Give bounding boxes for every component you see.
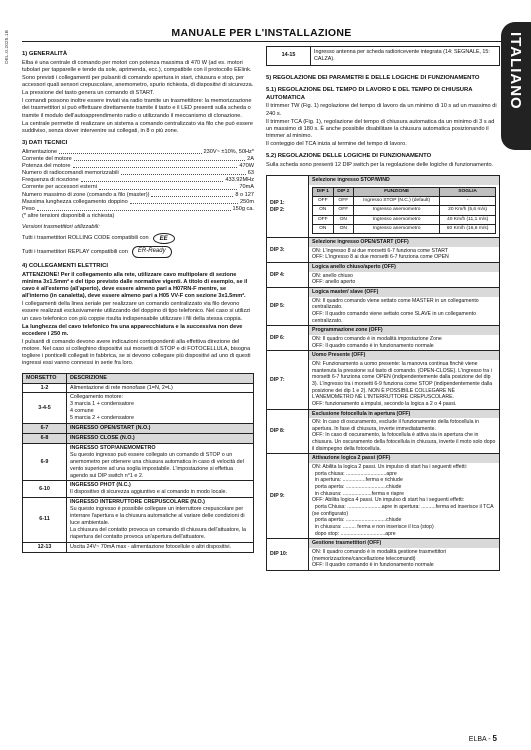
threshold-cell: 60 Km/h (16,6 m/s) xyxy=(440,224,496,233)
dip-description-line: OFF: Abilita logica 4 passi. Un impulso di start ha i seguenti effetti: xyxy=(312,497,465,504)
dip-description-line: OFF: Il quadro comando è in funzionamento normale xyxy=(312,562,434,569)
dip-title: Attivazione logica 2 passi (OFF) xyxy=(309,454,499,463)
section-1-paragraph: La pressione del tasto genera un comando di START. xyxy=(22,90,155,97)
eelink-logo: EE xyxy=(153,233,175,244)
dip-title: Gestione trasmettitori (OFF) xyxy=(309,539,499,548)
spec-label: Corrente del motore xyxy=(22,155,72,162)
dip-title: Logica master/ slave (OFF) xyxy=(309,288,499,297)
dip-content xyxy=(309,409,500,454)
er-ready-logo: ER-Ready xyxy=(132,246,172,258)
leader-dots xyxy=(81,177,224,182)
transmitters-label: Versioni trasmettitori utilizzabili: xyxy=(22,224,100,231)
section-5-1-paragraph: Il trimmer TCA (Fig. 1), regolazione del tempo di chiusura automatica da un minimo di 3 s ad un massimo di 180 s. È anche possibile disabilitare la chiusura automatica posizionando il trimmer al minimo. xyxy=(266,118,495,140)
dip-row xyxy=(267,351,500,409)
section-1-paragraph: Elba è una centrale di comando per motori con potenza massima di 470 W (ad es. motori tubolari per tapparelle e tende da sole, aprimenda, ecc.), compatibile con il protocollo EElink. xyxy=(22,59,252,73)
terminal-table xyxy=(22,373,254,553)
terminal-number: 6-11 xyxy=(23,498,67,542)
spec-label: Potenza del motore xyxy=(22,162,71,169)
terminal-description xyxy=(67,383,254,393)
dip-description-line: porta aperta: ............................chiude xyxy=(312,484,402,491)
technical-data-list xyxy=(22,149,254,213)
leader-dots xyxy=(73,163,238,168)
transmitter-line-replay xyxy=(22,246,254,258)
leader-dots xyxy=(130,199,238,204)
dip-label: DIP 9: xyxy=(267,454,309,539)
threshold-row xyxy=(313,215,496,224)
terminal-description-line: Collegamento motore: xyxy=(70,394,124,401)
section-3-title: 3) DATI TECNICI xyxy=(22,140,68,147)
dip-content xyxy=(309,351,500,409)
dip2-state: OFF xyxy=(333,197,354,206)
dip-label: DIP 4: xyxy=(267,263,309,288)
dip-description-line: OFF: anello aperto xyxy=(312,279,356,286)
terminal-number: 1-2 xyxy=(23,383,67,393)
spec-label: Numero di radiocomandi memorizzabili xyxy=(22,170,119,177)
terminal-description-line: Alimentazione di rete monofase (1=N, 2=L) xyxy=(70,384,173,391)
section-4-warning: ATTENZIONE! Per il collegamento alla rete, utilizzare cavo multipolare di sezione minima 3x1.5mm² e del tipo previsto dalle normative vigenti. A titolo di esempio, se il cavo è all'esterno (all'aperto), deve essere almeno pari a H07RN-F mentre, se all'interno (in canaletta), deve essere almeno pari a H05 VV-F con sezione 3x1.5mm². xyxy=(22,271,248,300)
dip-description-line: ON: In caso di oscuramento, esclude il funzionamento della fotocellula in apertura. In fase di chiusura, inverte immediatamente. xyxy=(312,419,481,432)
dip1-state: OFF xyxy=(313,197,334,206)
dip-description-line: ON: Funzionamento a uomo presente: la manovra continua finchè viene mantenuta la pressione sul tasto di comando. (OPEN-CLOSE). L'ingresso tra i morsetti 6-7 funziona come OPEN (indipendentemente dalla posizione del dip 3). L'ingresso tra i morsetti 6-9 funziona come STOP (indipendentemente dalla posizione dei dip 1 e 2). NON È POSSIBILE COLLEGARE NÈ L'ANEMOMETRO NÈ L'INTERRUTTORE CREPUSCOLARE. xyxy=(312,360,494,401)
spec-row xyxy=(22,163,254,170)
terminal-description-line: La chiusura del contatto provoca un comando di chiusura dell'attuatore, la riapertura del contatto provoca un'apertura dell'attuatore. xyxy=(70,526,247,540)
leader-dots xyxy=(37,206,231,211)
inner-header: FUNZIONE xyxy=(354,187,440,196)
terminal-row xyxy=(23,383,254,393)
terminal-description-line: INGRESSO STOP/ANEMOMETRO xyxy=(70,444,156,451)
terminal-description-line: Su questo ingresso è possibile collegare un interruttore crepuscolare per interrare l'apertura e la chiusura automatiche al variare delle condizioni di luce ambientale. xyxy=(70,506,245,526)
threshold-row xyxy=(313,197,496,206)
dip-title: Selezione ingresso OPEN/START (OFF) xyxy=(309,238,499,247)
terminal-number: 6-10 xyxy=(23,481,67,498)
terminal-description-line: Su questo ingresso può essere collegato un comando di STOP o un anemometro per ottenere una chiusura automatica in caso di velocità del vento superiore ad una soglia impostabile. L'impostazione si effettua agendo sui DIP switch n°1 e 2. xyxy=(70,451,244,479)
section-1-title: 1) GENERALITÀ xyxy=(22,51,68,57)
spec-row xyxy=(22,192,254,199)
terminal-description xyxy=(67,481,254,498)
terminal-description-line: Il dispositivo di sicurezza aggiuntivo e al comando in modo locale. xyxy=(70,489,228,496)
transmitter-text-rolling: Tutti i trasmettitori ROLLING CODE compatibili con xyxy=(22,235,149,242)
section-5-2-title: 5.2) REGOLAZIONE DELLE LOGICHE DI FUNZIONAMENTO xyxy=(266,153,432,160)
spec-value: 230V~ ±10%, 50Hz* xyxy=(203,148,254,155)
section-1-paragraph: I comandi possono inoltre essere inviati via radio tramite un trasmettitore: la memorizzazione dei trasmettitori si può effettuare direttamente tramite il tasto e il LED presenti sulla scheda o tramite il modulo dell'autoapprendimento radio o utilizzando il meccanismo di clonazione. xyxy=(22,98,252,119)
spec-value: 8 o 127 xyxy=(235,191,254,198)
dip-row xyxy=(267,539,500,571)
dip-description-line: ON: Abilita la logica 2 passi. Un impulso di start ha i seguenti effetti: xyxy=(312,464,468,471)
section-4-paragraph: I collegamenti della linea seriale per realizzare un comando centralizzato via filo devono essere realizzati esclusivamente utilizzando del doppino di tipo telefonico. Nel caso si utilizzi un cavo telefonico con più coppie risulta indispensabile utilizzare i fili della stessa coppia. xyxy=(22,301,251,322)
terminal-description-line: INGRESSO INTERRUTTORE CREPUSCOLARE (N.O.) xyxy=(70,499,205,506)
dip-title: Uomo Presente (OFF) xyxy=(309,351,499,360)
terminal-description xyxy=(67,443,254,481)
dip-switch-table xyxy=(266,175,500,571)
inner-header: DIP 1 xyxy=(313,187,334,196)
right-column xyxy=(266,46,500,571)
spec-row xyxy=(22,170,254,177)
dip-title: Programmazione zone (OFF) xyxy=(309,326,499,335)
title-rule xyxy=(22,41,501,42)
spec-row xyxy=(22,184,254,191)
wind-threshold-table xyxy=(312,187,496,234)
dip1-state: ON xyxy=(313,206,334,215)
spec-value: 250m xyxy=(240,198,254,205)
footer-brand: ELBA xyxy=(468,736,487,743)
terminal-number: 6-8 xyxy=(23,433,67,443)
dip2-state: ON xyxy=(333,215,354,224)
document-id: DEL.0.2025.1B xyxy=(4,30,9,64)
dip-description-line: in chiusura: ......... ferma e non inserisce il tca (stop) xyxy=(312,524,434,531)
section-4-title: 4) COLLEGAMENTI ELETTRICI xyxy=(22,263,109,270)
dip-title: Selezione ingresso STOP/WIND xyxy=(309,176,499,185)
terminal-description xyxy=(67,433,254,443)
section-1-paragraph: Sono previsti i collegamenti per pulsanti di comando apertura in start, chiusura e stop, per accessori quali sensori crepuscolare, anemometro, spurio richiesta, di dispositivi di sicurezza. xyxy=(22,74,254,89)
function-cell: Ingresso STOP (N.C.) (default) xyxy=(354,197,440,206)
threshold-cell: - xyxy=(440,197,496,206)
dip-description-line: ON: Il quadro comando è in modalità gestione trasmettitori (memorizzazione/cancellazione telecomandi) xyxy=(312,548,448,562)
terminal-row xyxy=(23,433,254,443)
terminal-number: 12-13 xyxy=(23,542,67,552)
spec-label: Frequenza di ricezione xyxy=(22,177,79,184)
dip-label: DIP 3: xyxy=(267,238,309,263)
terminal-description-line: 4 comune xyxy=(70,408,94,415)
dip-description-line: porta Chiusa: ........................apre in apertura: ..........ferma ed inserisce il TCA (se configurato) xyxy=(312,504,495,517)
function-cell: Ingresso anemometro xyxy=(354,224,440,233)
dip-description-line: ON: Il quadro comando è in modalità impostazione Zone xyxy=(312,335,442,342)
dip-description-line: OFF: funzionamento a impulsi, secondo la logica a 2 o 4 passi. xyxy=(312,400,457,407)
dip-description-line: ON: anello chiuso xyxy=(312,272,353,279)
threshold-row xyxy=(313,224,496,233)
threshold-cell: 40 Km/h (11,1 m/s) xyxy=(440,215,496,224)
transmitter-line-rolling xyxy=(22,233,254,244)
section-5-1-title: 5.1) REGOLAZIONE DEL TEMPO DI LAVORO E DEL TEMPO DI CHIUSURA AUTOMATICA xyxy=(266,87,473,101)
terminal-description-line: INGRESSO PHOT (N.C.) xyxy=(70,482,131,489)
spec-label: Peso xyxy=(22,205,35,212)
spec-label: Alimentazione xyxy=(22,148,58,155)
dip-description-line: ON: L'ingresso 8 ai due morsetti 6-7 funziona come START xyxy=(312,247,449,254)
terminal-description-line: 3 marcia 1 + condensatore xyxy=(70,401,134,408)
dip2-state: ON xyxy=(333,224,354,233)
dip-row xyxy=(267,288,500,326)
dip-label: DIP 10: xyxy=(267,539,309,571)
dip-title: Logica anello chiuso/aperto (OFF) xyxy=(309,263,499,272)
spec-row xyxy=(22,206,254,213)
terminal-row xyxy=(23,542,254,552)
spec-value: 70mA xyxy=(239,184,254,191)
threshold-cell: 20 Km/h (5,6 m/s) xyxy=(440,206,496,215)
spec-label: Numero massimo di zone (comando a filo (master)) xyxy=(22,191,150,198)
spec-value: 2A xyxy=(247,155,254,162)
transmitter-text-replay: Tutti i trasmettitori REPLAY compatibili con xyxy=(22,248,128,255)
spec-value: 150g ca. xyxy=(232,205,254,212)
section-1-paragraph: La centrale permette di realizzare un sistema a comando centralizzato via filo che può essere suddiviso, senza dover intervenire sui collegati, in 8 o più zone. xyxy=(22,120,254,134)
dip-label: DIP 8: xyxy=(267,409,309,454)
dip-description-line: OFF: L'ingresso 8 ai due morsetti 6-7 funziona come OPEN xyxy=(312,254,449,261)
terminal-number: 6-9 xyxy=(23,443,67,481)
dip-content xyxy=(309,326,500,351)
dip-label: DIP 7: xyxy=(267,351,309,409)
spec-row xyxy=(22,156,254,163)
dip-title: Esclusione fotocellula in apertura (OFF) xyxy=(309,410,499,419)
section-5-1-paragraph: Il trimmer TW (Fig. 1) regolazione del tempo di lavoro da un minimo di 10 s ad un massimo di 240 s. xyxy=(266,103,497,117)
dip-row xyxy=(267,176,500,238)
dip-description-line: OFF: Il quadro comando è in funzionamento normale xyxy=(312,342,434,349)
inner-header: SOGLIA xyxy=(440,187,496,196)
terminal-description: Ingresso antenna per scheda radioricevente integrata (14: SEGNALE, 15: CALZA). xyxy=(311,47,500,66)
section-4-paragraph: I pulsanti di comando devono avere indicazioni corrispondenti alla effettiva direzione del motore. Nel caso si colleghino dispositivi sui morsetti di STOP e di FOTOCELLULA, bisogna togliere i ponticelli collegati in fabbrica, se si devono collegare più dispositivi ad uno di questi ingressi essi vanno connessi in serie fra loro. xyxy=(22,339,251,367)
description-column-header: DESCRIZIONE xyxy=(67,373,254,383)
terminal-number: 3-4-5 xyxy=(23,393,67,424)
terminal-row xyxy=(23,498,254,542)
dip-description-line: in apertura: ................ferma e richiude xyxy=(312,477,403,484)
dip-content xyxy=(309,176,500,238)
dip-label: DIP 1: DIP 2: xyxy=(267,176,309,238)
terminal-row xyxy=(23,443,254,481)
spec-row xyxy=(22,199,254,206)
terminal-row xyxy=(23,393,254,424)
spec-value: 63 xyxy=(247,170,254,177)
inner-header: DIP 2 xyxy=(333,187,354,196)
leader-dots xyxy=(74,156,245,161)
terminal-column-header: MORSETTO xyxy=(23,373,67,383)
leader-dots xyxy=(121,170,246,175)
terminal-description-line: INGRESSO CLOSE (N.O.) xyxy=(70,434,135,441)
dip-content xyxy=(309,263,500,288)
spec-row xyxy=(22,149,254,156)
terminal-description xyxy=(67,393,254,424)
dip-content xyxy=(309,238,500,263)
page-footer: ELBA - 5 xyxy=(468,734,497,743)
section-5-title: 5) REGOLAZIONE DEI PARAMETRI E DELLE LOGICHE DI FUNZIONAMENTO xyxy=(266,74,480,81)
terminal-description xyxy=(67,498,254,542)
terminal-description-line: 5 marcia 2 + condensatore xyxy=(70,415,134,422)
spec-row xyxy=(22,177,254,184)
dip-row xyxy=(267,263,500,288)
leader-dots xyxy=(59,149,201,154)
terminal-description-line: Uscita 24V~ 70mA max - alimentazione fotocellule o altri dispositivi. xyxy=(70,543,232,550)
function-cell: Ingresso anemometro xyxy=(354,206,440,215)
section-5-1-paragraph: Il conteggio del TCA inizia al termine del tempo di lavoro. xyxy=(266,141,407,148)
dip-row xyxy=(267,409,500,454)
terminal-description xyxy=(67,424,254,434)
terminal-number: 14-15 xyxy=(267,47,311,66)
dip-description-line: in chiusura: ....................ferma e riapre xyxy=(312,490,404,497)
dip1-state: OFF xyxy=(313,215,334,224)
dip-description-line: porta chiusa: ............................apre xyxy=(312,470,397,477)
left-column xyxy=(22,46,254,553)
dip-description-line: porta aperta: ............................chiude xyxy=(312,517,402,524)
spec-note: (* altre tensioni disponibili a richiesta) xyxy=(22,213,115,220)
terminal-table-continued xyxy=(266,46,500,66)
dip-content xyxy=(309,454,500,539)
dip-content xyxy=(309,288,500,326)
spec-value: 433.92MHz xyxy=(225,177,254,184)
dip-label: DIP 5: xyxy=(267,288,309,326)
dip2-state: OFF xyxy=(333,206,354,215)
dip-content xyxy=(309,539,500,571)
terminal-description xyxy=(67,542,254,552)
section-4-cable-length: La lunghezza del cavo telefonico fra una apparecchiatura e la successiva non deve eccedere i 250 m. xyxy=(22,323,243,337)
dip-description-line: dopo stop: ...............................apre xyxy=(312,530,396,537)
terminal-description-line: INGRESSO OPEN/START (N.O.) xyxy=(70,425,151,432)
page-title: MANUALE PER L'INSTALLAZIONE xyxy=(171,27,352,39)
page-number: 5 xyxy=(492,734,497,743)
threshold-row xyxy=(313,206,496,215)
language-tab-label: ITALIANO xyxy=(507,32,525,110)
spec-label: Massima lunghezza collegamento doppino xyxy=(22,198,128,205)
section-5-2-paragraph: Sulla scheda sono presenti 12 DIP switch per la regolazione delle logiche di funzionamento. xyxy=(266,161,494,168)
spec-value: 470W xyxy=(239,162,254,169)
leader-dots xyxy=(151,192,233,197)
dip-description-line: OFF: Il quadro comando viene settato come SLAVE in un collegamento centralizzato. xyxy=(312,310,478,324)
dip-row xyxy=(267,238,500,263)
terminal-row xyxy=(23,481,254,498)
leader-dots xyxy=(99,184,237,189)
dip-row xyxy=(267,454,500,539)
dip-description-line: OFF: In caso di oscuramento, la fotocellula è attiva sia in apertura che in chiusura. Un oscuramento della fotocellula in chiusura, inverte il moto solo dopo il disimpegno della fotocellula. xyxy=(312,432,497,452)
dip-label: DIP 6: xyxy=(267,326,309,351)
spec-label: Corrente per accessori esterni xyxy=(22,184,97,191)
terminal-row xyxy=(23,424,254,434)
function-cell: Ingresso anemometro xyxy=(354,215,440,224)
language-tab xyxy=(501,22,531,150)
dip-description-line: ON: Il quadro comando viene settato come MASTER in un collegamento centralizzato. xyxy=(312,297,481,311)
dip1-state: ON xyxy=(313,224,334,233)
terminal-number: 6-7 xyxy=(23,424,67,434)
dip-row xyxy=(267,326,500,351)
